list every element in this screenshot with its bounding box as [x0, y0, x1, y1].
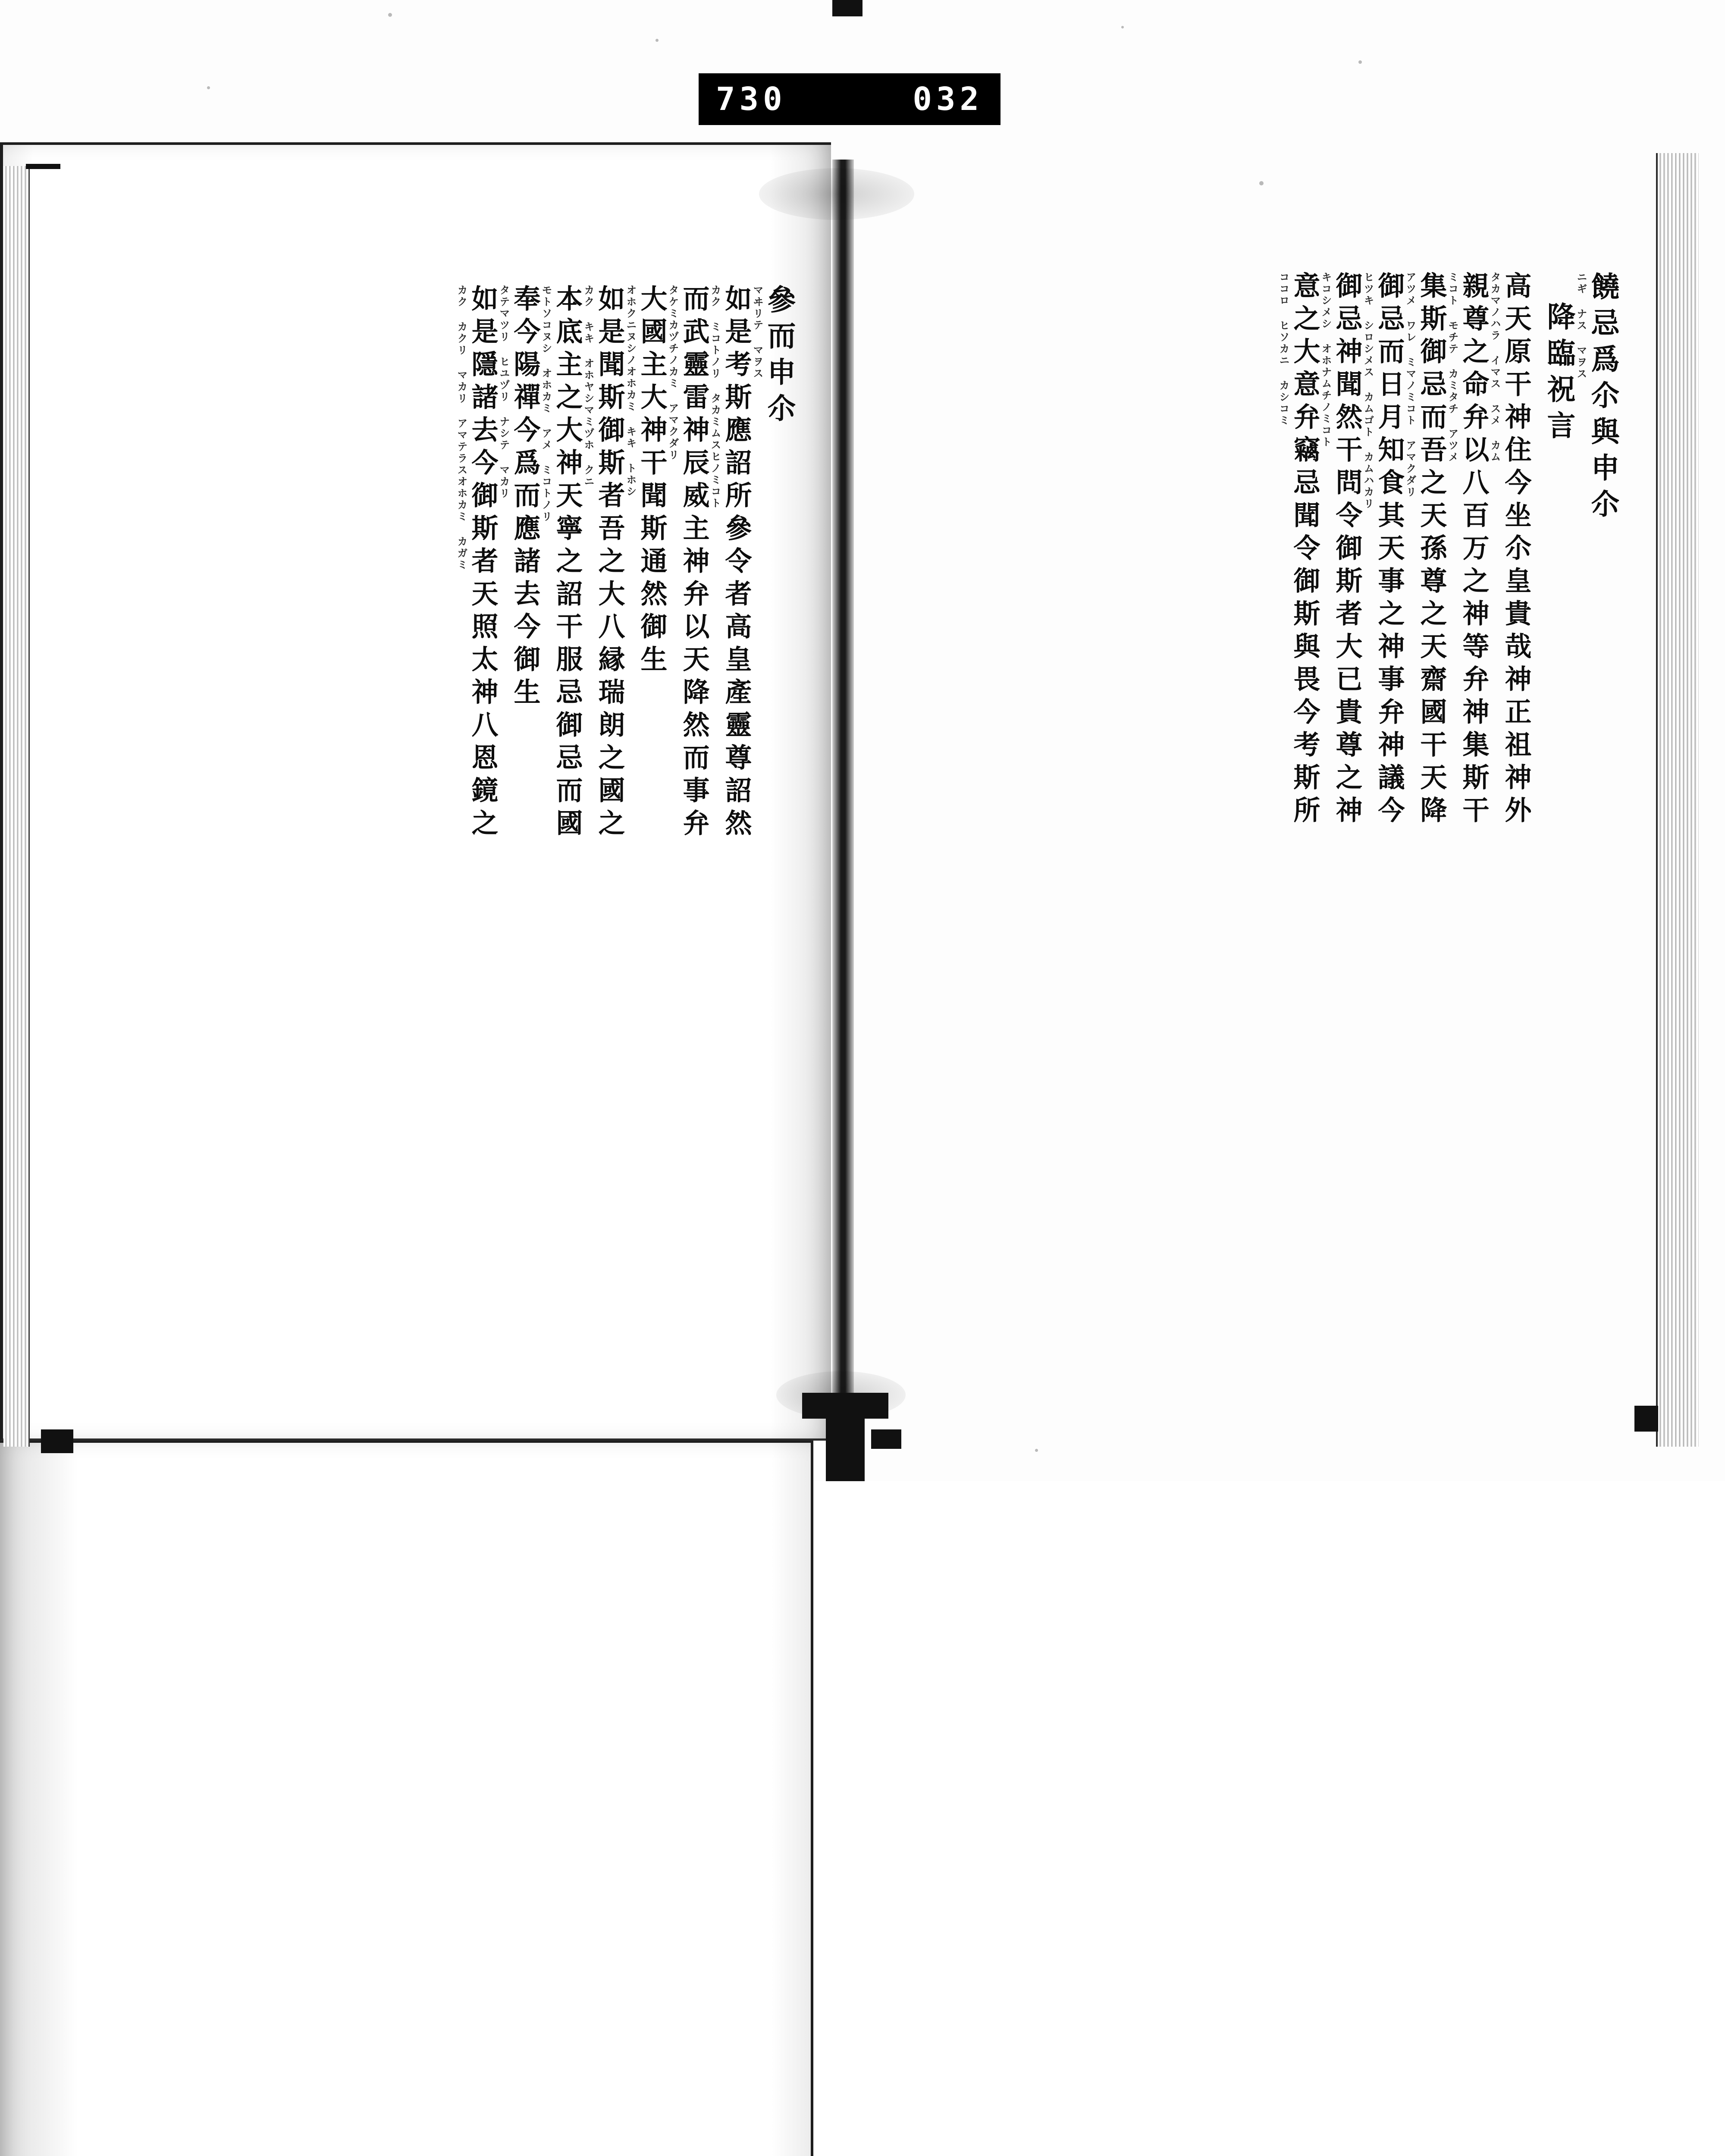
- text-column: [582, 285, 625, 842]
- reading-gloss: ヒツキ シロシメス カムゴト カムハカリ: [1362, 272, 1374, 510]
- text-column: [1277, 272, 1320, 829]
- dust-speck: [656, 39, 659, 42]
- column-text: 高天原干神住今坐尒皇貴哉神正祖神外: [1500, 272, 1532, 829]
- reading-gloss: モトソコヌシ オホカミ アメ ミコトノリ: [540, 285, 552, 523]
- reading-gloss: アツメ ワレ ミマノミコト アマクダリ: [1404, 272, 1416, 498]
- dust-speck: [1121, 26, 1124, 28]
- text-column: [498, 285, 541, 711]
- scan-smudge: [759, 168, 914, 220]
- reading-gloss: タケミカヅチノカミ アマクダリ: [667, 285, 679, 461]
- text-column: [1404, 272, 1447, 829]
- text-column: [624, 285, 668, 678]
- column-text: 大國主大神干聞斯通然御生: [636, 285, 668, 678]
- page-corner-mark: [41, 1429, 73, 1453]
- reading-gloss: カク カクリ マカリ アマテラスオホカミ カガミ: [455, 285, 467, 571]
- column-text: 親尊之命弁以八百万之神等弁神集斯干: [1458, 272, 1490, 829]
- column-text: 集斯御忌而吾之天孫尊之天齋國干天降: [1416, 272, 1447, 829]
- column-text: 如是聞斯御斯者吾之大八縁瑞朗之國之: [594, 285, 625, 842]
- left-page-text: [82, 285, 794, 1341]
- frame-counter: [699, 73, 1000, 125]
- column-text: 參而申尒: [762, 285, 796, 429]
- column-text: 如是隱諸去今御斯者天照太神八恩鏡之: [467, 285, 499, 842]
- text-column: [1446, 272, 1490, 829]
- text-column: [1542, 272, 1576, 447]
- frame-counter-left: 730: [716, 81, 787, 118]
- right-page: [0, 1441, 813, 2156]
- column-text: 御忌神聞然干問令御斯者大已貴尊之神: [1331, 272, 1363, 829]
- reading-gloss: カク キキ オホヤシマミヅホ クニ: [582, 285, 594, 488]
- film-frame-block: [871, 1429, 901, 1449]
- text-column: [751, 285, 796, 429]
- dust-speck: [388, 13, 392, 17]
- reading-gloss: タテマツリ ヒユヅリ ナシテ マカリ: [498, 285, 510, 499]
- text-column: [1575, 272, 1620, 525]
- text-column: [709, 285, 752, 842]
- dust-speck: [207, 86, 210, 89]
- reading-gloss: オホクニヌシノオホカミ キキ トホシ: [624, 285, 637, 498]
- reading-gloss: カク ミコトノリ タカミムスヒノミコト: [709, 285, 721, 509]
- page-corner-mark: [26, 164, 60, 169]
- text-column: [540, 285, 583, 842]
- dust-speck: [1358, 60, 1362, 64]
- book-gutter: [832, 160, 854, 1453]
- film-frame-block: [802, 1393, 888, 1419]
- text-column: [1489, 272, 1532, 829]
- column-text: 御忌而日月知食其天事之神事弁神議今: [1374, 272, 1405, 829]
- page-corner-mark: [1634, 1406, 1658, 1432]
- reading-gloss: ニギ ナス マヲス: [1575, 272, 1587, 380]
- column-text: 而武靈雷神辰威主神弁以天降然而事弁: [678, 285, 710, 842]
- film-registration-tick: [832, 0, 862, 16]
- reading-gloss: タカマノハラ イマス スメ カム: [1489, 272, 1501, 463]
- column-text: 饒忌爲尒與申尒: [1586, 272, 1620, 525]
- reading-gloss: マヰリテ マヲス: [751, 285, 763, 379]
- film-frame-block: [826, 1419, 865, 1481]
- frame-counter-right: 032: [913, 81, 983, 118]
- reading-gloss: ミコト モチテ カミタチ アツメ: [1446, 272, 1458, 463]
- text-column: [667, 285, 710, 842]
- column-text: 奉今陽禪今爲而應諸去今御生: [509, 285, 541, 711]
- reading-gloss: キコシメシ オホナムチノミコト: [1320, 272, 1332, 448]
- text-column: [1362, 272, 1405, 829]
- book-fore-edge-right: [1656, 153, 1699, 1447]
- column-text: 意之大意弁竊忌聞令御斯與畏今考斯所: [1289, 272, 1320, 829]
- column-text: 本底主之大神天寧之詔干服忌御忌而國: [552, 285, 583, 842]
- text-column: [455, 285, 499, 842]
- open-book: [0, 142, 1725, 1481]
- right-page-text: [914, 272, 1620, 1350]
- column-text: 如是考斯應詔所參令者高皇產靈尊詔然: [721, 285, 752, 842]
- book-fore-edge-left: [3, 166, 30, 1447]
- text-column: [1320, 272, 1363, 829]
- column-text: 降臨祝言: [1542, 302, 1576, 447]
- reading-gloss: ココロ ヒソカニ カシコミ: [1277, 272, 1289, 426]
